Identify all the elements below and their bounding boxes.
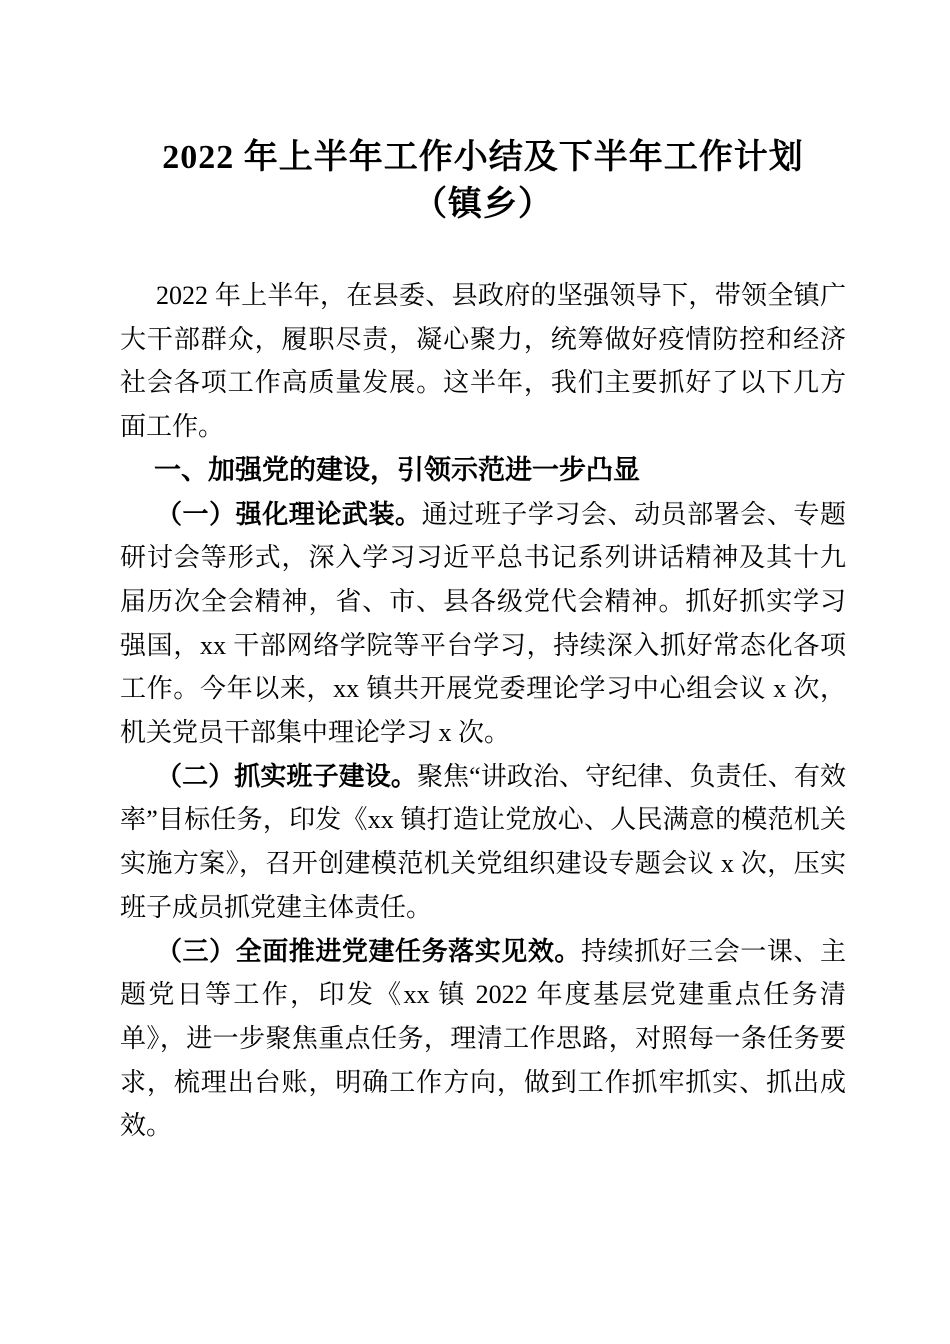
section-1-item-1-text: 通过班子学习会、动员部署会、专题研讨会等形式，深入学习习近平总书记系列讲话精神及其十九届历次全会精神，省、市、县各级党代会精神。抓好抓实学习强国，xx 干部网络学院等平台学习，持续深入抓好常态化各项工作。今年以来，xx 镇共开展党委理论学习中心组会议 x 次，机关党员干部集中理论学习 x 次。	[120, 499, 846, 748]
section-1-item-1-paragraph	[120, 493, 846, 755]
section-1-item-3-paragraph	[120, 930, 846, 1149]
section-1-item-1-lead: （一）强化理论武装。	[156, 499, 422, 529]
document-title	[120, 134, 846, 228]
title-line-1: 2022 年上半年工作小结及下半年工作计划	[162, 139, 804, 176]
section-1-item-2-paragraph	[120, 755, 846, 930]
intro-paragraph-text: 2022 年上半年，在县委、县政府的坚强领导下，带领全镇广大干部群众，履职尽责，凝心聚力，统筹做好疫情防控和经济社会各项工作高质量发展。这半年，我们主要抓好了以下几方面工作。	[120, 281, 846, 442]
intro-paragraph	[120, 274, 846, 449]
section-1-item-3-text: 持续抓好三会一课、主题党日等工作，印发《xx 镇 2022 年度基层党建重点任务清单》，进一步聚焦重点任务，理清工作思路，对照每一条任务要求，梳理出台账，明确工作方向，做到工作抓牢抓实、抓出成效。	[120, 936, 846, 1141]
title-line-2: （镇乡）	[413, 186, 553, 223]
section-1-item-2-lead: （二）抓实班子建设。	[156, 761, 417, 791]
section-1-item-3-lead: （三）全面推进党建任务落实见效。	[156, 936, 581, 966]
section-1-heading: 一、加强党的建设，引领示范进一步凸显	[154, 454, 640, 485]
section-1-item-2-text: 聚焦“讲政治、守纪律、负责任、有效率”目标任务，印发《xx 镇打造让党放心、人民满意的模范机关实施方案》，召开创建模范机关党组织建设专题会议 x 次，压实班子成员抓党建主体责任。	[120, 761, 846, 922]
